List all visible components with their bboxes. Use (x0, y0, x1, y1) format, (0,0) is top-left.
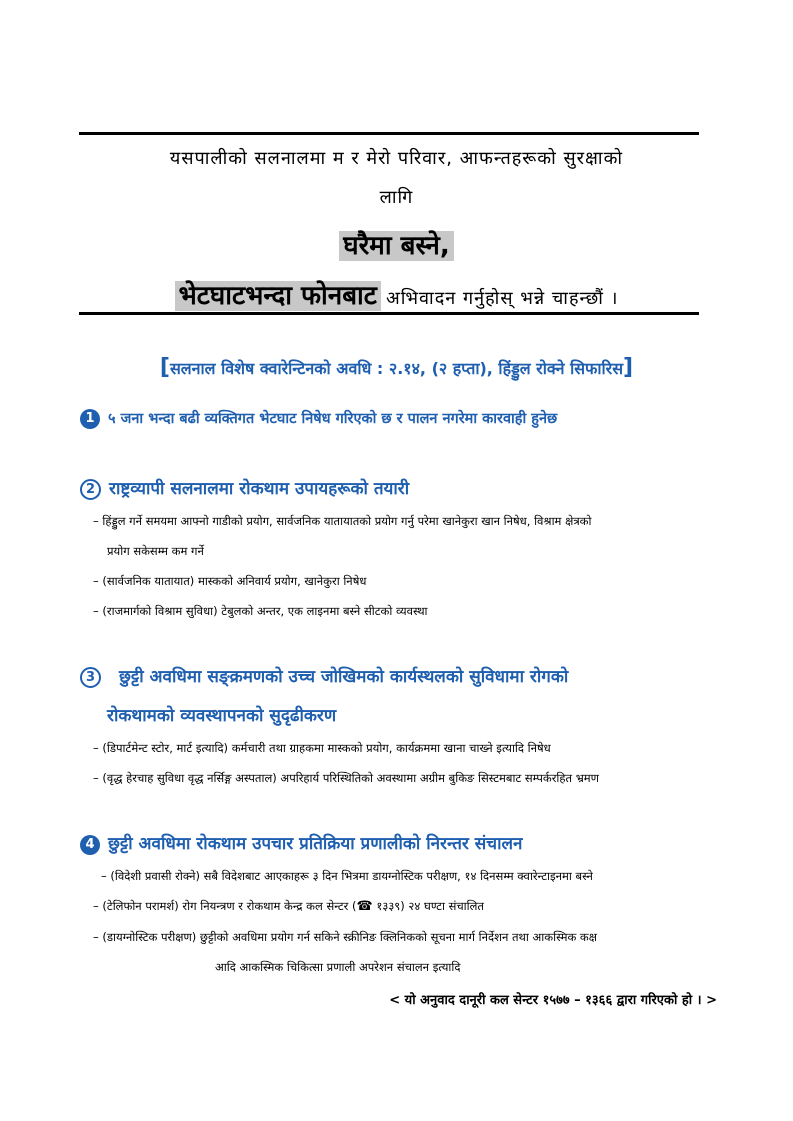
translation-footer: < यो अनुवाद दानूरी कल सेन्टर १५७७ – १३६६ द्वारा गरिएको हो । > (389, 993, 717, 1008)
section-4-item-2-end: १३३९) २४ घण्टा संचालित (376, 899, 484, 913)
intro-highlight-1: घरैमा बस्ने, (339, 231, 453, 261)
section-2-item-1-cont: प्रयोग सकेसम्म कम गर्ने (107, 544, 204, 558)
section-2-item-2: – (सार्वजनिक यातायात) मास्कको अनिवार्य प्रयोग, खानेकुरा निषेध (93, 574, 367, 588)
banner-text: सलनाल विशेष क्वारेन्टिनको अवधि : २.१४, (२ हप्ता), हिंड्डुल रोक्ने सिफारिस (169, 359, 624, 378)
phone-icon: ☎ (356, 899, 373, 914)
section-4-item-1: – (विदेशी प्रवासी रोक्ने) सबै विदेशबाट आएकाहरू ३ दिन भित्रमा डायग्नोस्टिक परीक्षण, १४ दिनसम्म क्वारेन्टाइनमा बस्ने (101, 869, 593, 883)
section-1-title: ५ जना भन्दा बढी व्यक्तिगत भेटघाट निषेध गरिएको छ र पालन नगरेमा कारवाही हुनेछ (108, 411, 558, 427)
intro-highlight-2: भेटघाटभन्दा फोनबाट (175, 281, 381, 311)
banner-bracket-open: [ (159, 355, 170, 380)
section-3-item-2: – (वृद्ध हेरचाह सुविधा वृद्ध नर्सिङ्ग अस्पताल) अपरिहार्य परिस्थितिको अवस्थामा अग्रीम बुकिङ सिस्टमबाट सम्पर्करहित भ्रमण (93, 771, 599, 785)
section-4-item-2-start: – (टेलिफोन परामर्श) रोग नियन्त्रण र रोकथाम केन्द्र कल सेन्टर ( (93, 899, 357, 913)
section-4-item-3: – (डायग्नोस्टिक परीक्षण) छुट्टीको अवधिमा प्रयोग गर्न सकिने स्क्रीनिङ क्लिनिकको सूचना मार्ग निर्देशन तथा आकस्मिक कक्ष (93, 930, 598, 944)
number-4-icon: 4 (80, 835, 100, 855)
top-rule (79, 132, 699, 135)
intro-line-2: लागि (379, 187, 414, 208)
quarantine-banner (0, 355, 793, 380)
section-4-item-3-cont: आदि आकस्मिक चिकित्सा प्रणाली अपरेशन संचालन इत्यादि (215, 960, 461, 974)
section-2-heading (80, 476, 409, 500)
section-2-item-3: – (राजमार्गको विश्राम सुविधा) टेबुलको अन्तर, एक लाइनमा बस्ने सीटको व्यवस्था (93, 604, 428, 618)
section-2-title: राष्ट्रव्यापी सलनालमा रोकथाम उपायहरूको तयारी (109, 479, 410, 499)
intro-line-1: यसपालीको सलनालमा म र मेरो परिवार, आफन्तहरूको सुरक्षाको (169, 148, 624, 169)
section-3-title-line-1: छुट्टी अवधिमा सङ्क्रमणको उच्च जोखिमको कार्यस्थलको सुविधामा रोगको (119, 667, 569, 687)
bottom-rule (79, 312, 699, 315)
number-1-icon: 1 (80, 409, 100, 429)
section-3-item-1: – (डिपार्टमेन्ट स्टोर, मार्ट इत्यादि) कर्मचारी तथा ग्राहकमा मास्कको प्रयोग, कार्यक्रममा खाना चाख्ने इत्यादि निषेध (93, 741, 551, 755)
section-3-heading (80, 664, 568, 688)
section-4-title: छुट्टी अवधिमा रोकथाम उपचार प्रतिक्रिया प्रणालीको निरन्तर संचालन (108, 834, 523, 854)
intro-line-4 (0, 276, 793, 312)
banner-bracket-close: ] (623, 355, 634, 380)
section-2-item-1: – हिंड्डुल गर्ने समयमा आफ्नो गाडीको प्रयोग, सार्वजनिक यातायातको प्रयोग गर्नु परेमा खानेकुरा खान निषेध, विश्राम क्षेत्रको (93, 514, 592, 528)
intro-line-4-rest: अभिवादन गर्नुहोस् भन्ने चाहन्छौं । (385, 288, 619, 309)
number-2-icon: 2 (80, 479, 101, 500)
intro-highlight-1-wrap (0, 226, 793, 262)
section-4-heading (80, 831, 522, 855)
section-4-item-2 (93, 899, 484, 914)
number-3-icon: 3 (80, 667, 101, 688)
section-1-heading (80, 408, 557, 429)
section-3-title-line-2: रोकथामको व्यवस्थापनको सुदृढीकरण (107, 706, 337, 726)
